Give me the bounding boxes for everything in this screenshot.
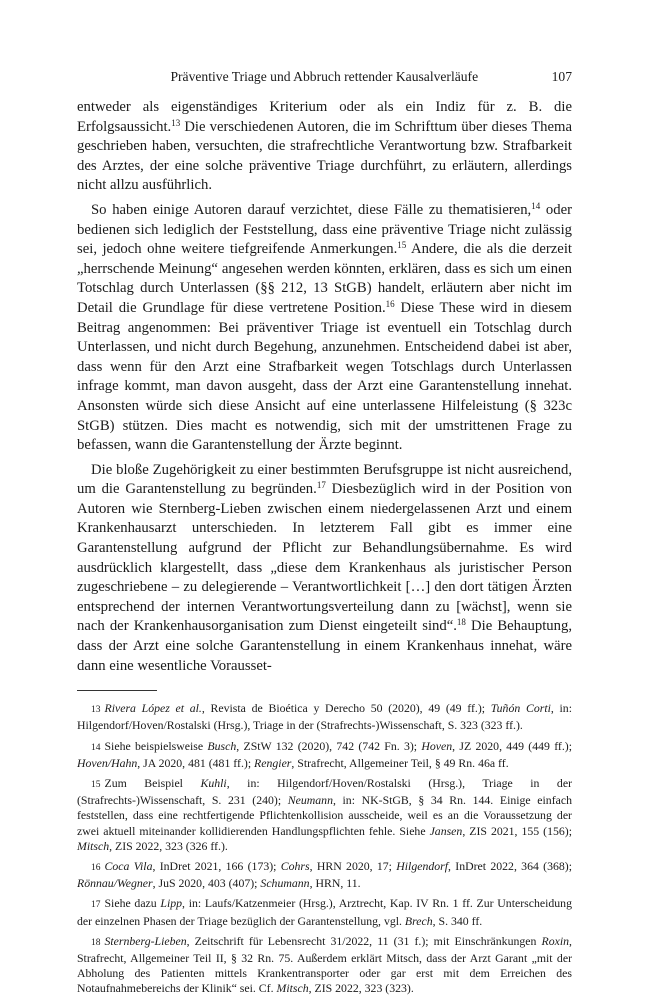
page xyxy=(77,68,572,1002)
author-name: Jansen xyxy=(429,823,463,838)
footnote-17 xyxy=(77,896,572,928)
author-name: Busch xyxy=(207,738,237,753)
page-number: 107 xyxy=(551,69,572,84)
footnote-number: 13 xyxy=(91,705,101,716)
text-run: , S. 340 ff. xyxy=(432,913,483,928)
author-name: Brech xyxy=(404,913,433,928)
author-name: Lipp xyxy=(160,896,183,911)
author-name: Hilgendorf xyxy=(396,859,449,874)
author-name: Cohrs xyxy=(280,859,310,874)
text-run: Siehe beispielsweise xyxy=(104,738,208,753)
paragraph-1 xyxy=(77,98,572,196)
footnote-reference[interactable]: 17 xyxy=(316,480,326,491)
text-run: , JZ 2020, 449 (449 ff.); xyxy=(452,738,572,753)
footnote-reference[interactable]: 13 xyxy=(171,117,181,128)
footnote-15 xyxy=(77,776,572,854)
text-run: , ZIS 2022, 323 (326 ff.). xyxy=(109,838,228,853)
running-header xyxy=(77,68,572,98)
text-run: So haben einige Autoren darauf verzichtet, diese Fälle zu thematisieren, xyxy=(91,201,532,218)
text-run: , HRN 2020, 17; xyxy=(309,859,397,874)
footnote-number: 15 xyxy=(91,780,101,791)
author-name: Rivera López et al. xyxy=(104,701,202,716)
text-run: Die verschiedenen Autoren, die im Schrifttum über dieses Thema geschrieben haben, versuchten, die strafrechtliche Verantwortung bzw. Strafbarkeit des Arztes, der eine solche präventive Triage durchführt, zu erläutern, allerdings nicht allzu ausführlich. xyxy=(77,118,572,194)
author-name: Coca Vila xyxy=(104,859,153,874)
text-run: , in: Laufs/Katzenmeier (Hrsg.), Arztrecht, Kap. IV Rn. 1 ff. Zur Unterscheidung der einzelnen Phasen der Triage bezüglich der Garantenstellung, vgl. xyxy=(77,896,572,928)
text-run: , Revista de Bioética y Derecho 50 (2020), 49 (49 ff.); xyxy=(201,701,491,716)
footnote-number: 17 xyxy=(91,900,101,911)
text-run: , JA 2020, 481 (481 ff.); xyxy=(137,755,255,770)
text-run: , ZStW 132 (2020), 742 (742 Fn. 3); xyxy=(236,738,422,753)
text-run: , Strafrecht, Allgemeiner Teil II, § 32 Rn. 75. Außerdem erklärt Mitsch, dass der Arzt Garant „mit der Abholung des Patienten mittels Krankentransporter oder gar erst mit dem Erreichen des Notaufnahmebereichs der Klinik“ sei. Cf. xyxy=(77,933,572,996)
text-run: Die bloße Zugehörigkeit zu einer bestimmten Berufsgruppe ist nicht ausreichend, um die Garantenstellung zu begründen. xyxy=(77,461,572,498)
author-name: Mitsch xyxy=(77,838,110,853)
author-name: Mitsch xyxy=(276,981,309,996)
author-name: Hoven xyxy=(421,738,453,753)
author-name: Hoven/Hahn xyxy=(77,755,138,770)
footnote-number: 14 xyxy=(91,742,101,753)
footnotes xyxy=(77,701,572,996)
footnote-16 xyxy=(77,859,572,891)
footnote-number: 16 xyxy=(91,863,101,874)
text-run: Die Behauptung, dass der Arzt eine solche Garantenstellung in einem Krankenhaus innehat, wäre dann eine wesentliche Vorausset- xyxy=(77,618,572,674)
author-name: Roxin xyxy=(541,933,570,948)
footnote-separator xyxy=(77,690,157,691)
footnote-reference[interactable]: 14 xyxy=(531,200,541,211)
paragraph-2 xyxy=(77,201,572,456)
paragraph-3 xyxy=(77,461,572,677)
text-run: , in: NK-StGB, § 34 Rn. 144. Einige einfach feststellen, dass eine rechtfertigende Pflichtenkollision ausscheide, weil es an die Voraussetzung der zwei aktuell miteinander kollidierenden Handlungspflichten fehle. Siehe xyxy=(77,793,572,838)
text-run: oder bedienen sich lediglich der Feststellung, dass eine präventive Triage nicht zulässig sei, jedoch ohne weitere tiefgreifende Anmerkungen. xyxy=(77,201,572,258)
text-run: , in: Hilgendorf/Hoven/Rostalski (Hrsg.), Triage in der (Strafrechts-)Wissenschaft, S. 231 (240); xyxy=(77,776,572,808)
author-name: Neumann xyxy=(287,793,333,808)
text-run: , HRN, 11. xyxy=(309,876,361,891)
author-name: Tuñón Corti xyxy=(490,701,551,716)
text-run: Diese These wird in diesem Beitrag angenommen: Bei präventiver Triage ist eventuell ein Totschlag durch Unterlassen, und nicht durch Begehung, anzunehmen. Entscheidend dabei ist aber, dass wenn für den Arzt eine Strafbarkeit wegen Totschlags durch Unterlassen infrage kommt, man davon ausgeht, dass der Arzt eine Garantenstellung innehat. Ansonsten würde sich diese Ansicht auf eine unterlassene Hilfeleistung (§ 323c StGB) stützen. Dies macht es notwendig, sich mit der umstrittenen Frage zu befassen, wann die Garantenstellung der Ärzte beginnt. xyxy=(77,299,572,454)
text-run: Diesbezüglich wird in der Position von Autoren wie Sternberg-Lieben zwischen einem niedergelassenen Arzt und einem Krankenhausarzt unterschieden. In letzterem Fall gibt es immer eine Garantenstellung aufgrund der Pflicht zur Behandlungsübernahme. Es wird ausdrücklich klargestellt, dass „diese dem Krankenhaus als juristischer Person zugeschriebene – zu delegierende – Verantwortlichkeit […] den dort tätigen Ärzten entsprechend der internen Verantwortungsverteilung dann zu [wächst], wenn sie nach der Krankenhausorganisation zum Dienst eingeteilt sind“. xyxy=(77,481,572,635)
author-name: Kuhli xyxy=(200,776,227,791)
text-run: , in: Hilgendorf/Hoven/Rostalski (Hrsg.), Triage in der (Strafrechts-)Wissenschaft, S. 323 (323 ff.). xyxy=(77,701,572,733)
text-run: , JuS 2020, 403 (407); xyxy=(152,876,261,891)
running-title: Präventive Triage und Abbruch rettender Kausalverläufe xyxy=(170,69,479,84)
author-name: Sternberg-Lieben xyxy=(104,933,187,948)
footnote-reference[interactable]: 15 xyxy=(397,240,407,251)
text-run: , ZIS 2021, 155 (156); xyxy=(462,823,572,838)
footnote-14 xyxy=(77,739,572,771)
footnote-number: 18 xyxy=(91,937,101,948)
text-run: , InDret 2022, 364 (368); xyxy=(448,859,572,874)
text-run: , ZIS 2022, 323 (323). xyxy=(308,981,414,996)
text-run: Zum Beispiel xyxy=(104,776,201,791)
author-name: Rengier xyxy=(254,755,292,770)
text-run: Andere, die als die derzeit „herrschende Meinung“ angesehen werden könnten, erklären, dass es sich um einen Totschlag durch Unterlassen (§§ 212, 13 StGB) handelt, erläutern aber nicht im Detail die Grundlage für diese vertretene Position. xyxy=(77,241,572,316)
text-run: , Zeitschrift für Lebensrecht 31/2022, 11 (31 f.); mit Einschränkungen xyxy=(186,933,542,948)
footnote-18 xyxy=(77,934,572,997)
author-name: Rönnau/Wegner xyxy=(77,876,153,891)
text-run: Siehe dazu xyxy=(104,896,161,911)
author-name: Schumann xyxy=(260,876,310,891)
text-run: , InDret 2021, 166 (173); xyxy=(152,859,281,874)
footnote-reference[interactable]: 16 xyxy=(385,298,395,309)
text-run: , Strafrecht, Allgemeiner Teil, § 49 Rn. 46a ff. xyxy=(291,755,509,770)
main-text xyxy=(77,98,572,676)
footnote-13 xyxy=(77,701,572,733)
text-run: entweder als eigenständiges Kriterium oder als ein Indiz für z. B. die Erfolgsaussicht. xyxy=(77,99,572,135)
footnote-reference[interactable]: 18 xyxy=(456,617,466,628)
